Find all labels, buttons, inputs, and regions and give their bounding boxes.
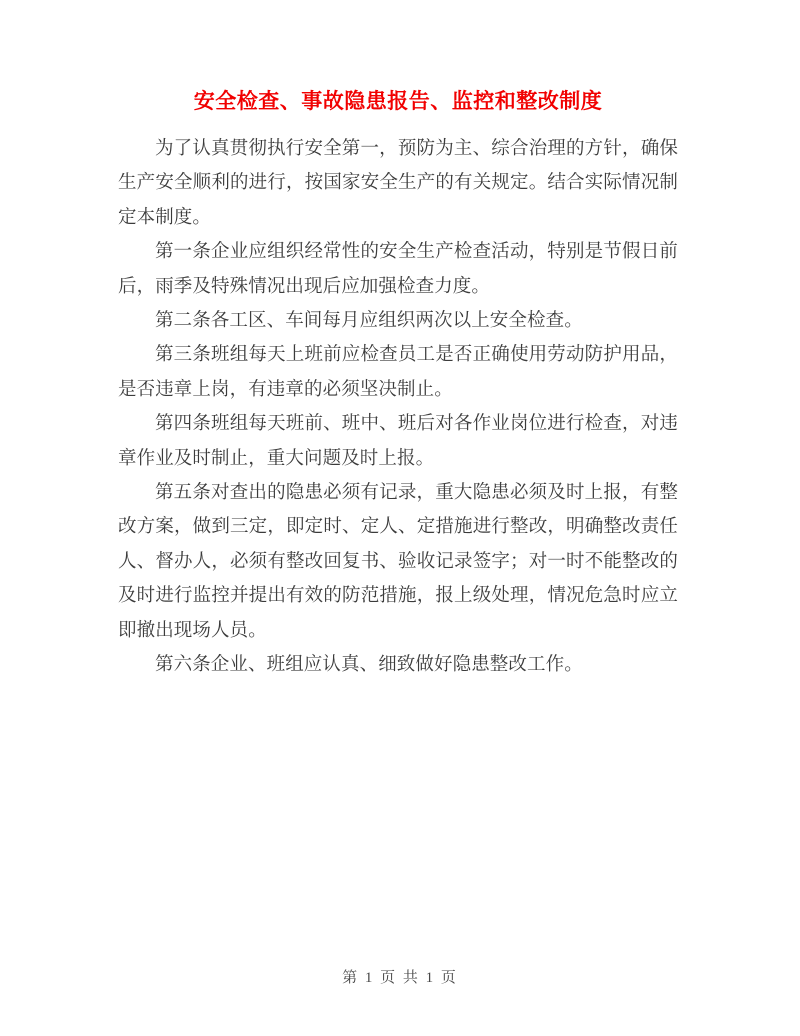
paragraph-clause-4: 第四条班组每天班前、班中、班后对各作业岗位进行检查，对违章作业及时制止，重大问题及时上报。	[118, 414, 678, 469]
document-title: 安全检查、事故隐患报告、监控和整改制度	[193, 89, 603, 113]
page-number-text: 第 1 页 共 1 页	[342, 970, 458, 986]
page-footer	[0, 966, 800, 987]
paragraph-clause-1: 第一条企业应组织经常性的安全生产检查活动，特别是节假日前后，雨季及特殊情况出现后应加强检查力度。	[118, 242, 678, 297]
paragraph-clause-6: 第六条企业、班组应认真、细致做好隐患整改工作。	[155, 655, 583, 676]
paragraph-clause-2: 第二条各工区、车间每月应组织两次以上安全检查。	[155, 311, 583, 332]
paragraph-preamble: 为了认真贯彻执行安全第一，预防为主、综合治理的方针，确保生产安全顺利的进行，按国家安全生产的有关规定。结合实际情况制定本制度。	[118, 139, 678, 228]
paragraph-clause-3: 第三条班组每天上班前应检查员工是否正确使用劳动防护用品，是否违章上岗，有违章的必须坚决制止。	[118, 345, 678, 400]
paragraph-clause-5: 第五条对查出的隐患必须有记录，重大隐患必须及时上报，有整改方案，做到三定，即定时、定人、定措施进行整改，明确整改责任人、督办人，必须有整改回复书、验收记录签字；对一时不能整改的及时进行监控并提出有效的防范措施，报上级处理，情况危急时应立即撤出现场人员。	[118, 483, 678, 641]
